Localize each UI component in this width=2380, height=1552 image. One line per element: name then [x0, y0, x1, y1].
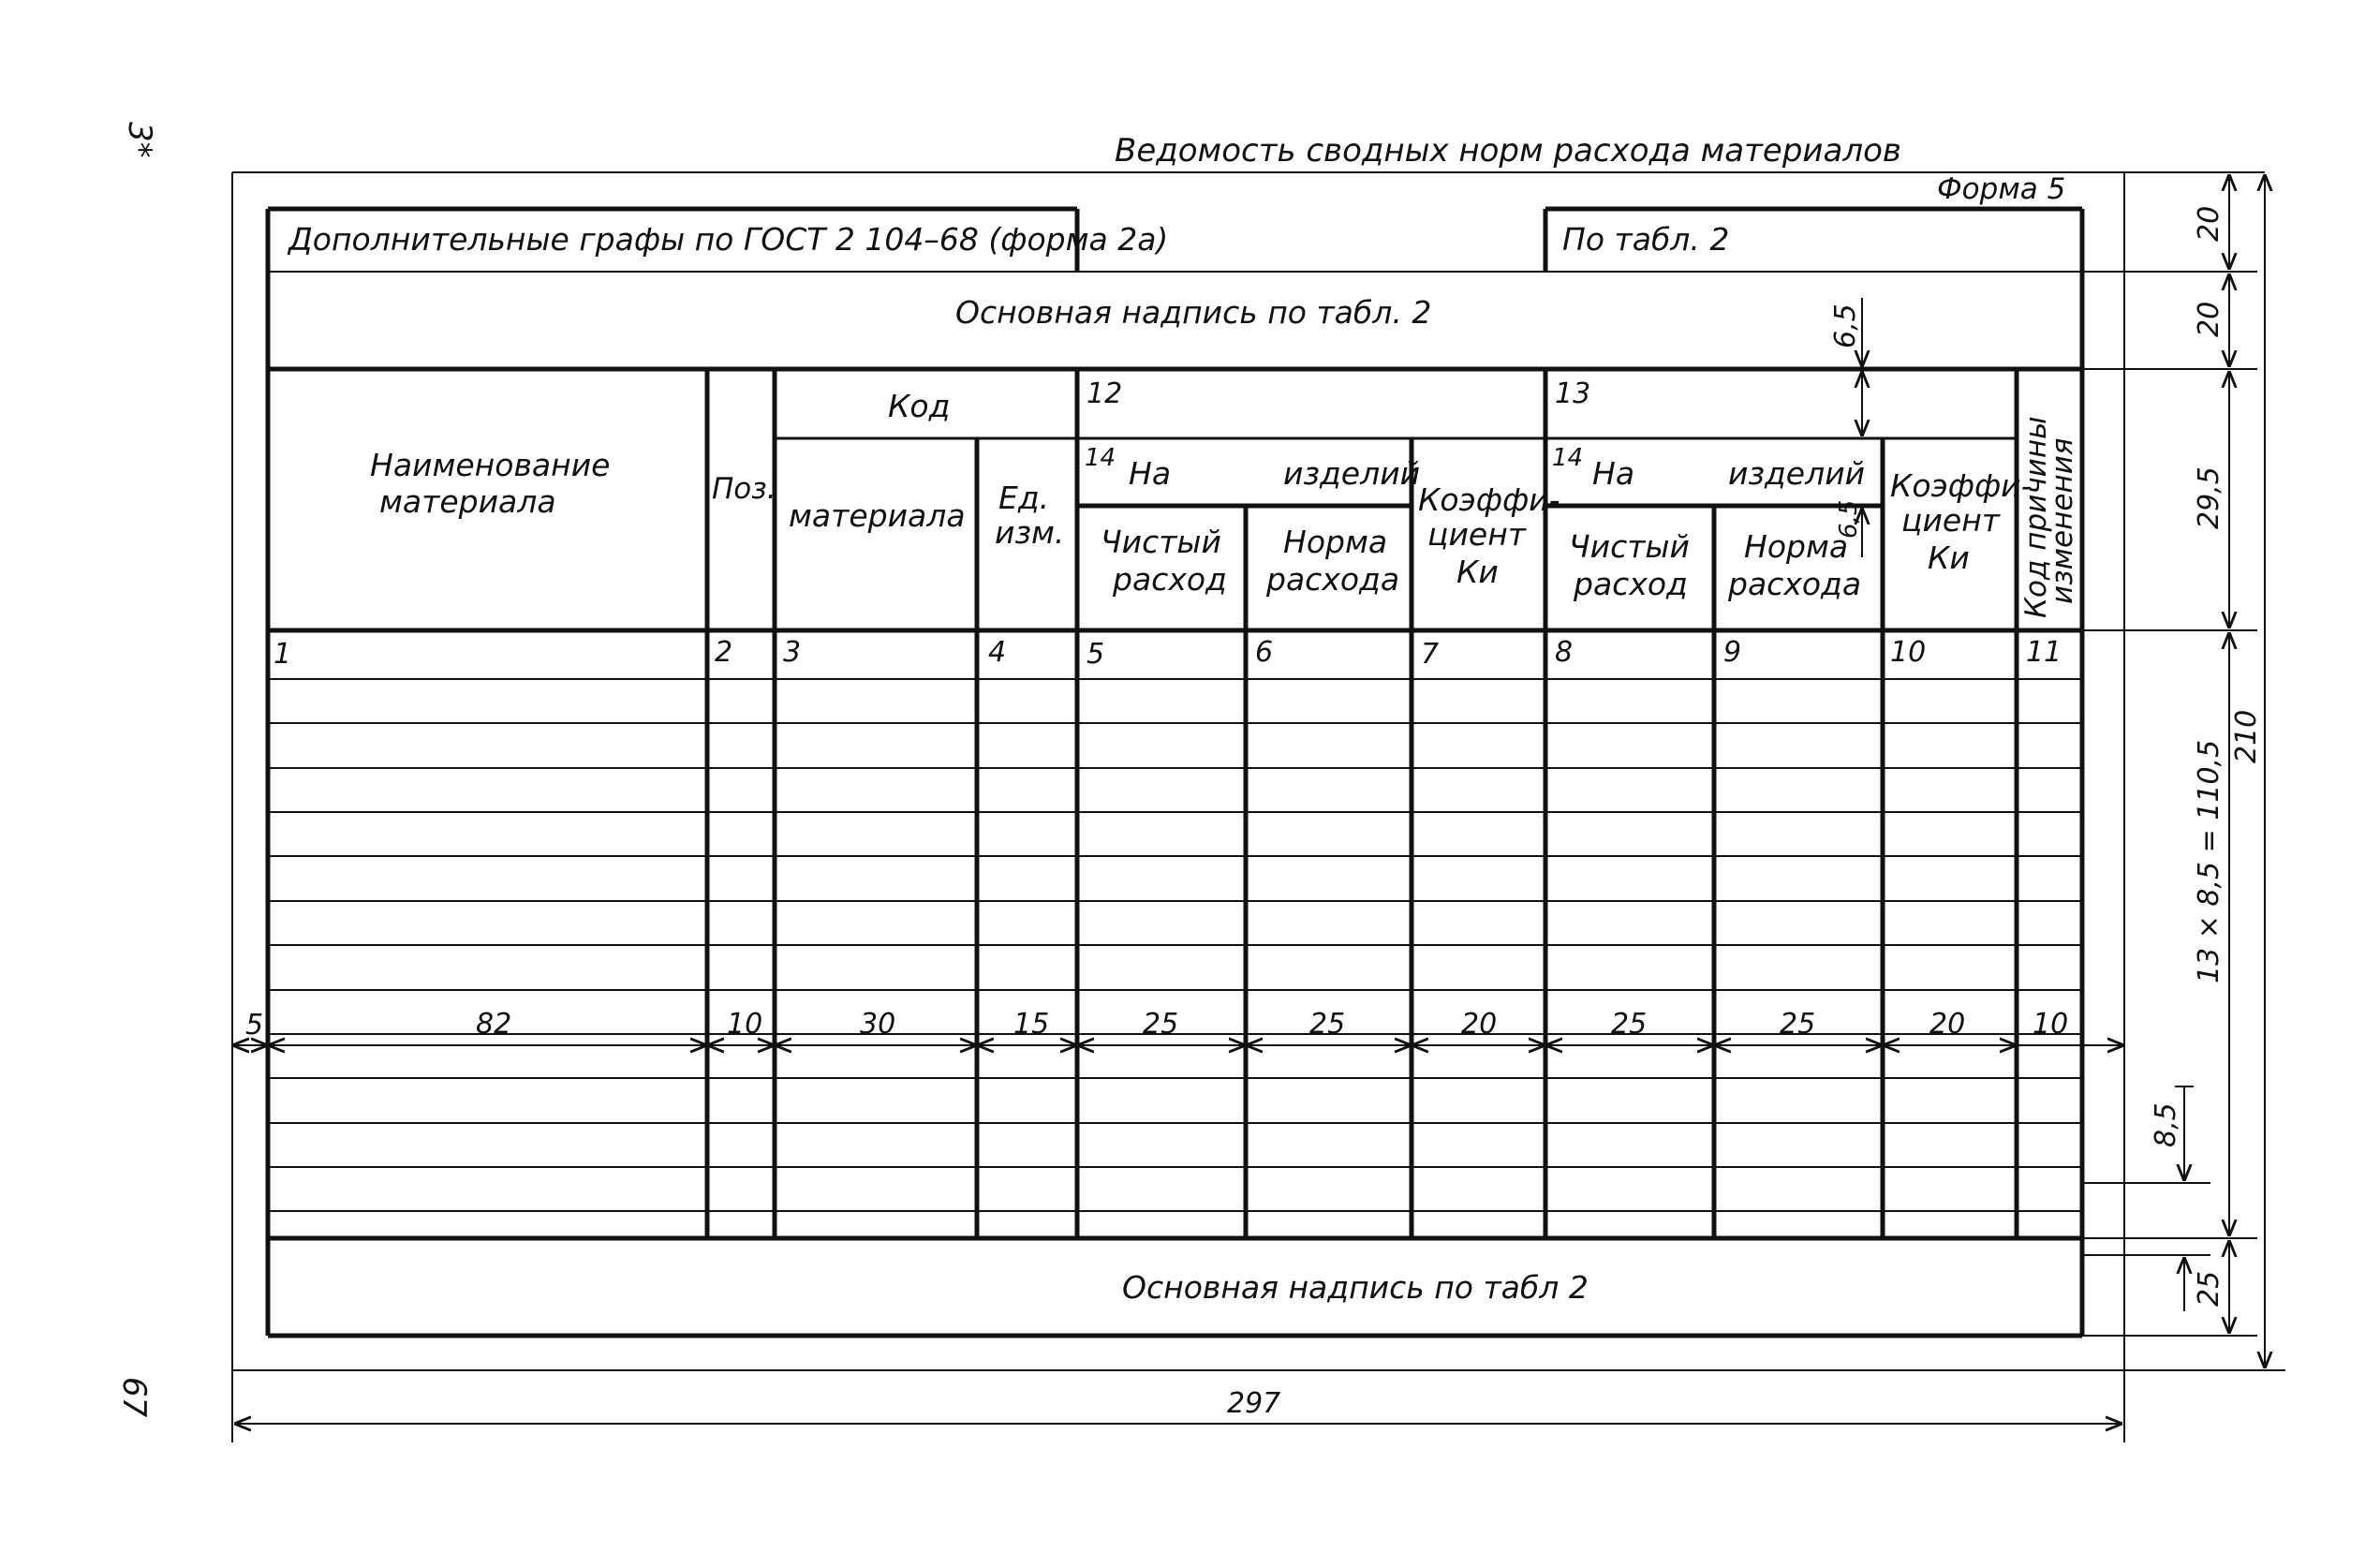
dim-col-8: 25	[1611, 1008, 1648, 1041]
col-num-2: 2	[715, 636, 733, 669]
header-group-12: 12	[1087, 377, 1123, 410]
dim-total-width: 297	[1227, 1387, 1281, 1420]
dim-header-height: 29,5	[2193, 466, 2225, 529]
page-number: 67	[115, 1377, 153, 1418]
dim-bottom-block: 25	[2193, 1270, 2225, 1307]
header-net-b-1: Чистый	[1569, 528, 1690, 565]
dim-row-20a: 20	[2193, 205, 2225, 242]
col-num-4: 4	[988, 636, 1007, 669]
col-num-8: 8	[1555, 636, 1574, 669]
header-sup-14a: 14	[1085, 444, 1116, 472]
header-items-b: изделий	[1728, 455, 1866, 492]
header-text	[370, 377, 2079, 618]
header-change-code-1: Код причины	[2019, 416, 2053, 618]
col-num-5: 5	[1087, 638, 1105, 671]
header-coef-a-3: Ки	[1456, 554, 1499, 590]
dim-col-4: 15	[1013, 1008, 1050, 1041]
dim-col-3: 30	[860, 1008, 896, 1041]
header-material: материала	[789, 497, 966, 534]
header-name-2: материала	[379, 483, 556, 520]
dim-col-10: 20	[1929, 1008, 1966, 1041]
col-num-9: 9	[1723, 636, 1742, 669]
header-coef-a-2: циент	[1427, 516, 1527, 553]
height-dimensions	[1829, 174, 2285, 1370]
header-norm-b-2: расхода	[1728, 566, 1862, 602]
dim-gap-65: 6,5	[1829, 303, 1862, 348]
header-per-a: На	[1129, 455, 1172, 492]
dim-col-7: 20	[1461, 1008, 1498, 1041]
header-net-a-1: Чистый	[1101, 524, 1221, 560]
dim-left-margin: 5	[245, 1009, 264, 1042]
header-unit-2: изм.	[995, 514, 1065, 551]
per-table-top: По табл. 2	[1562, 221, 1730, 258]
col-num-1: 1	[273, 638, 292, 671]
dim-row-20b: 20	[2193, 301, 2225, 337]
header-net-b-2: расход	[1574, 566, 1688, 602]
dim-total-height: 210	[2230, 709, 2263, 763]
header-unit-1: Ед.	[998, 480, 1050, 516]
sheet-border	[232, 172, 2265, 1370]
header-norm-a-1: Норма	[1283, 524, 1388, 560]
dim-gap-65b: 6,5	[1835, 499, 1863, 539]
table-rows	[268, 679, 2082, 1211]
col-num-3: 3	[783, 636, 802, 669]
header-coef-b-3: Ки	[1928, 540, 1970, 576]
dim-rows-formula: 13 × 8,5 = 110,5	[2193, 739, 2225, 983]
dim-col-11: 10	[2033, 1008, 2069, 1041]
main-inscription-top: Основная надпись по табл. 2	[955, 294, 1432, 331]
main-inscription-bottom: Основная надпись по табл 2	[1122, 1269, 1589, 1306]
header-sup-14b: 14	[1552, 444, 1584, 472]
col-num-11: 11	[2026, 636, 2062, 669]
header-norm-b-1: Норма	[1744, 528, 1849, 565]
header-pos: Поз.	[712, 472, 776, 506]
column-numbers	[273, 636, 2062, 671]
header-per-b: На	[1592, 455, 1635, 492]
header-name-1: Наименование	[370, 447, 611, 483]
dim-col-6: 25	[1309, 1008, 1346, 1041]
col-num-6: 6	[1255, 636, 1274, 669]
header-net-a-2: расход	[1113, 561, 1227, 598]
col-num-7: 7	[1421, 638, 1440, 671]
total-width-dimension	[232, 1370, 2124, 1442]
dim-col-1: 82	[476, 1008, 512, 1041]
sheet-title: Ведомость сводных норм расхода материалов	[1115, 132, 1901, 170]
header-coef-b-2: циент	[1901, 502, 2001, 539]
form-label: Форма 5	[1937, 172, 2066, 206]
header-norm-a-2: расхода	[1266, 561, 1400, 598]
col-num-10: 10	[1890, 636, 1927, 669]
header-coef-b-1: Коэффи-	[1890, 467, 2033, 504]
dim-col-9: 25	[1780, 1008, 1816, 1041]
width-dimensions	[232, 1008, 2124, 1045]
header-coef-a-1: Коэффи-	[1418, 481, 1560, 518]
dim-row-height: 8,5	[2150, 1102, 2182, 1147]
dim-col-5: 25	[1143, 1008, 1179, 1041]
page-mark-top: 3*	[121, 122, 158, 158]
header-group-13: 13	[1555, 377, 1591, 410]
dim-col-2: 10	[727, 1008, 763, 1041]
additional-columns-label: Дополнительные графы по ГОСТ 2 104–68 (форма 2а)	[288, 221, 1169, 258]
header-change-code-2: изменения	[2046, 437, 2079, 604]
header-items-a: изделий	[1283, 455, 1421, 492]
header-code: Код	[888, 388, 951, 424]
